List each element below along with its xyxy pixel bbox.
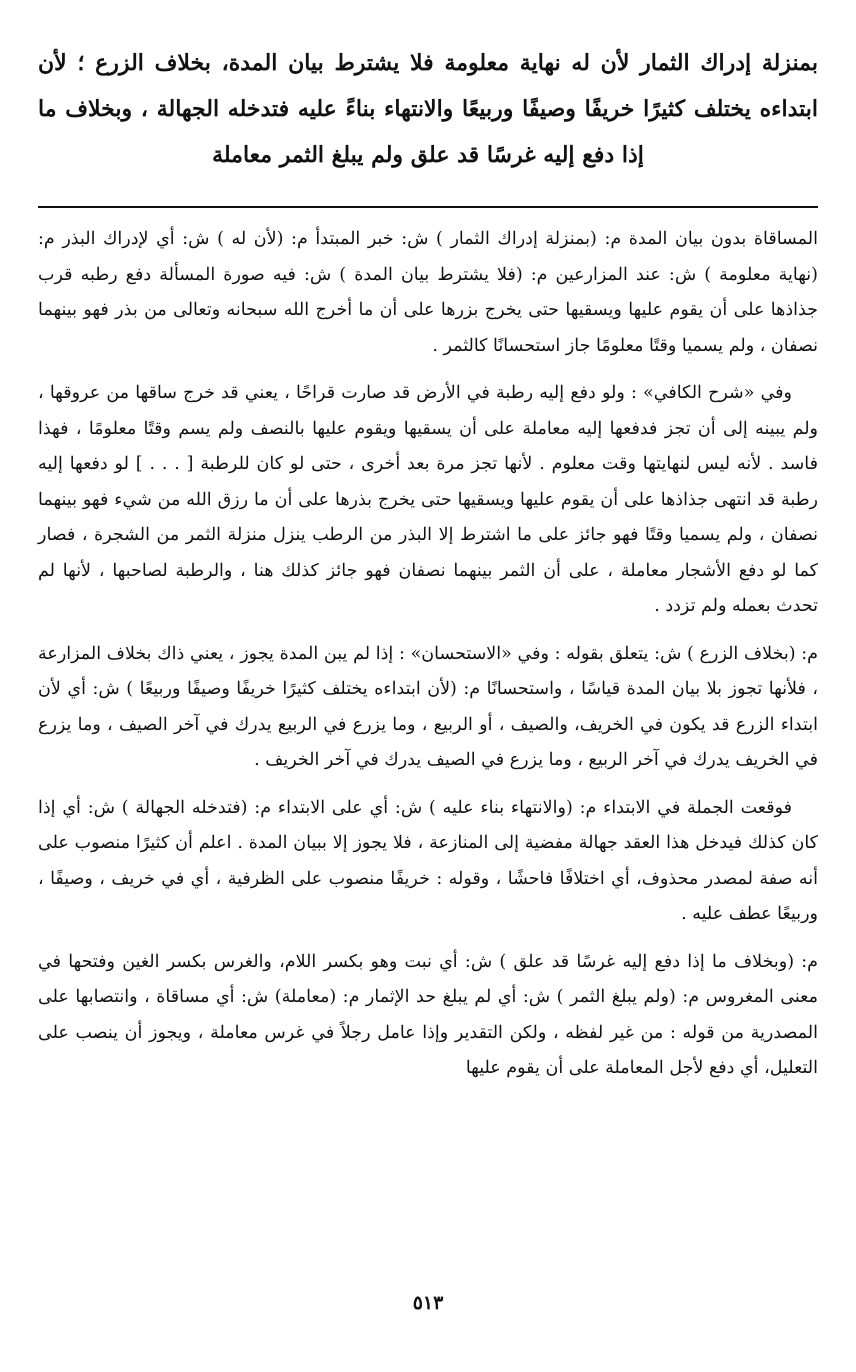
page-number: ٥١٣: [412, 1292, 444, 1314]
commentary-paragraph: المساقاة بدون بيان المدة م: (بمنزلة إدراك الثمار ) ش: خبر المبتدأ م: (لأن له ) ش: أي لإدراك البذر م: (نهاية معلومة ) ش: عند المزارعين م: (فلا يشترط بيان المدة ) ش: فيه صورة المسألة دفع رطبه قرب جذاذها على أن يقوم عليها ويسقيها حتى يخرج بزرها على أن ما أخرج الله سبحانه وتعالى من بذر فهو بينهما نصفان ، ولم يسميا وقتًا معلومًا جاز استحسانًا كالثمر .: [38, 229, 818, 356]
commentary-section: [38, 222, 818, 1087]
main-text: بمنزلة إدراك الثمار لأن له نهاية معلومة فلا يشترط بيان المدة، بخلاف الزرع ؛ لأن ابتداءه يختلف كثيرًا خريفًا وصيفًا وربيعًا والانتهاء بناءً عليه فتدخله الجهالة ، وبخلاف ما إذا دفع إليه غرسًا قد علق ولم يبلغ الثمر معاملة: [38, 50, 818, 168]
commentary-paragraph: م: (وبخلاف ما إذا دفع إليه غرسًا قد علق ) ش: أي نبت وهو بكسر اللام، والغرس بكسر الغين وفتحها في معنى المغروس م: (ولم يبلغ الثمر ) ش: أي لم يبلغ حد الإثمار م: (معاملة) ش: أي مساقاة ، وانتصابها على المصدرية من قوله : من غير لفظه ، ولكن التقدير وإذا عامل رجلاً في غرس معاملة ، ويجوز أن ينصب على التعليل، أي دفع لأجل المعاملة على أن يقوم عليها: [38, 951, 818, 1078]
commentary-paragraph: م: (بخلاف الزرع ) ش: يتعلق بقوله : وفي «الاستحسان» : إذا لم يبن المدة يجوز ، يعني ذاك بخلاف المزارعة ، فلأنها تجوز بلا بيان المدة قياسًا ، واستحسانًا م: (لأن ابتداءه يختلف كثيرًا خريفًا وصيفًا وربيعًا ) ش: أي لأن ابتداء الزرع قد يكون في الخريف، والصيف ، أو الربيع ، وما يزرع في الربيع يدرك في آخر الصيف ، وما يزرع في الخريف يدرك في آخر الربيع ، وما يزرع في الصيف يدرك في آخر الخريف .: [38, 643, 818, 770]
commentary-paragraph: وفي «شرح الكافي» : ولو دفع إليه رطبة في الأرض قد صارت قراحًا ، يعني قد خرج ساقها من عروقها ، ولم يبينه إلى أن تجز فدفعها إليه معاملة على أن يسقيها ويقوم عليها بالنصف ولم يسم وقتًا معلومًا ، فهذا فاسد . لأنه ليس لنهايتها وقت معلوم . لأنها تجز مرة بعد أخرى ، حتى لو كان للرطبة [ . . . ] لو دفعها إليه رطبة قد انتهى جذاذها على أن يقوم عليها ويسقيها حتى يخرج بذرها على أن ما رزق الله من شيء فهو بينهما نصفان ، ولم يسميا وقتًا فهو جائز على ما اشترط إلا البذر من الرطب ينزل منزلة الثمر من الشجرة ، فصار كما لو دفع الأشجار معاملة ، على أن الثمر بينهما نصفان فهو جائز كذلك هنا ، والرطبة لصاحبها ، لأنها لم تحدث بعمله ولم تزدد .: [38, 383, 818, 616]
commentary-paragraph: فوقعت الجملة في الابتداء م: (والانتهاء بناء عليه ) ش: أي على الابتداء م: (فتدخله الجهالة ) ش: أي إذا كان كذلك فيدخل هذا العقد جهالة مفضية إلى المنازعة ، فلا يجوز إلا ببيان المدة . اعلم أن كثيرًا منصوب على أنه صفة لمصدر محذوف، أي اختلافًا فاحشًا ، وقوله : خريفًا منصوب على الظرفية ، أي في خريف ، وصيفًا ، وربيعًا عطف عليه .: [38, 797, 818, 924]
section-divider: [38, 206, 818, 208]
book-page: [38, 30, 818, 1372]
